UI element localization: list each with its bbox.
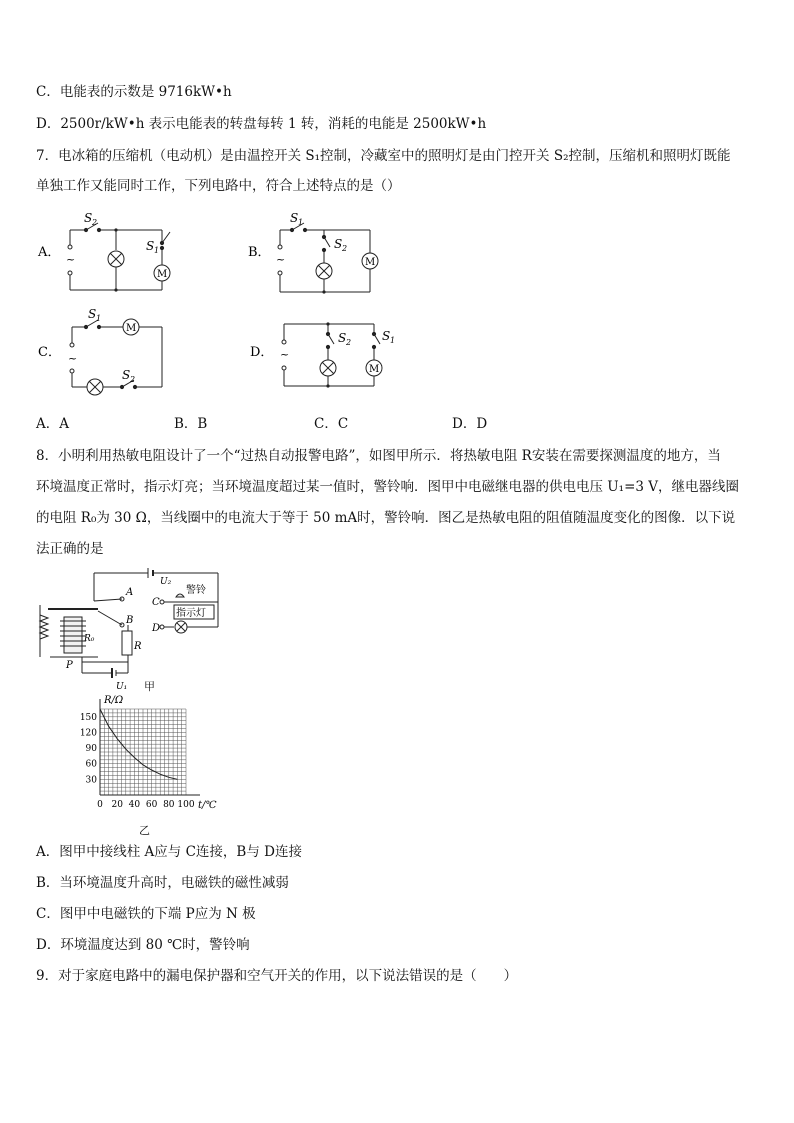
svg-text:U₂: U₂ bbox=[160, 577, 172, 587]
q8-option-a[interactable]: A．图甲中接线柱 A应与 C连接，B与 D连接 bbox=[36, 844, 302, 860]
svg-text:2: 2 bbox=[92, 218, 98, 227]
circuit-b-label: B． bbox=[248, 245, 271, 260]
figure-jia-relay-circuit bbox=[36, 565, 236, 695]
q8-stem-line2: 环境温度正常时，指示灯亮；当环境温度超过某一值时，警铃响．图甲中电磁继电器的供电电压 U₁=3 V，继电器线圈 bbox=[36, 479, 740, 495]
q8-stem-line3: 的电阻 R₀为 30 Ω，当线圈中的电流大于等于 50 mA时，警铃响．图乙是热敏电阻的阻值随温度变化的图像．以下说 bbox=[36, 510, 736, 526]
circuit-d bbox=[246, 312, 396, 398]
q8-option-d[interactable]: D．环境温度达到 80 ℃时，警铃响 bbox=[36, 937, 250, 953]
svg-text:S: S bbox=[338, 331, 347, 345]
q7-stem-line2: 单独工作又能同时工作，下列电路中，符合上述特点的是（） bbox=[36, 178, 401, 194]
y-tick-label: 60 bbox=[85, 759, 97, 770]
motor-icon: M bbox=[126, 323, 137, 334]
x-tick-label: 60 bbox=[145, 800, 158, 810]
q7-answer-choices bbox=[36, 415, 736, 433]
q8-option-b[interactable]: B．当环境温度升高时，电磁铁的磁性减弱 bbox=[36, 875, 289, 891]
y-tick-label: 150 bbox=[79, 712, 97, 723]
svg-text:S: S bbox=[382, 329, 391, 343]
chart-ylabel: R/Ω bbox=[104, 695, 124, 706]
q7-choice-a[interactable]: A．A bbox=[36, 416, 69, 432]
circuit-d-label: D． bbox=[250, 345, 274, 360]
q7-choice-b[interactable]: B．B bbox=[174, 416, 208, 432]
svg-text:B: B bbox=[126, 615, 134, 626]
x-tick-label: 20 bbox=[111, 800, 123, 810]
q6-option-c: C．电能表的示数是 9716kW•h bbox=[36, 84, 232, 100]
y-tick-label: 90 bbox=[85, 744, 97, 755]
q7-choice-d[interactable]: D．D bbox=[452, 416, 488, 432]
svg-text:2: 2 bbox=[130, 375, 136, 384]
svg-text:A: A bbox=[126, 587, 134, 598]
bell-label: 警铃 bbox=[186, 585, 206, 596]
circuit-b bbox=[246, 210, 396, 300]
svg-text:S: S bbox=[146, 239, 155, 253]
figure-yi-caption: 乙 bbox=[139, 824, 150, 837]
svg-text:D: D bbox=[152, 623, 161, 634]
svg-text:S: S bbox=[290, 211, 299, 225]
svg-text:S: S bbox=[122, 368, 131, 382]
ac-source-icon: ~ bbox=[280, 348, 290, 361]
ac-source-icon: ~ bbox=[68, 352, 78, 365]
x-tick-label: 100 bbox=[177, 800, 195, 810]
svg-text:C: C bbox=[152, 597, 160, 608]
circuit-a bbox=[36, 210, 186, 300]
motor-icon: M bbox=[365, 257, 376, 268]
svg-text:1: 1 bbox=[298, 218, 304, 227]
y-tick-label: 120 bbox=[79, 728, 97, 739]
q6-option-d: D．2500r/kW•h 表示电能表的转盘每转 1 转，消耗的电能是 2500kW•h bbox=[36, 116, 487, 132]
svg-text:P: P bbox=[66, 660, 73, 671]
x-tick-label: 0 bbox=[97, 800, 103, 810]
svg-text:2: 2 bbox=[346, 338, 352, 347]
ac-source-icon: ~ bbox=[276, 253, 286, 266]
q9-stem: 9．对于家庭电路中的漏电保护器和空气开关的作用，以下说法错误的是（ ） bbox=[36, 968, 518, 984]
svg-text:2: 2 bbox=[342, 244, 348, 253]
y-tick-label: 30 bbox=[85, 775, 97, 786]
svg-text:1: 1 bbox=[96, 314, 102, 323]
circuit-c bbox=[36, 305, 186, 397]
lamp-label: 指示灯 bbox=[176, 608, 206, 619]
svg-text:R₀: R₀ bbox=[84, 634, 95, 644]
svg-text:S: S bbox=[88, 307, 97, 321]
q8-option-c[interactable]: C．图甲中电磁铁的下端 P应为 N 极 bbox=[36, 906, 256, 922]
q7-choice-c[interactable]: C．C bbox=[314, 416, 349, 432]
figure-jia-caption: 甲 bbox=[144, 680, 155, 693]
figure-yi-chart bbox=[70, 695, 240, 820]
ac-source-icon: ~ bbox=[66, 253, 76, 266]
q7-stem-line1: 7．电冰箱的压缩机（电动机）是由温控开关 S₁控制，冷藏室中的照明灯是由门控开关 S₂控制，压缩机和照明灯既能 bbox=[36, 148, 731, 164]
x-tick-label: 40 bbox=[128, 800, 141, 810]
svg-text:1: 1 bbox=[390, 336, 396, 345]
chart-xlabel: t/℃ bbox=[198, 800, 217, 811]
q8-stem-line1: 8．小明利用热敏电阻设计了一个“过热自动报警电路”，如图甲所示．将热敏电阻 R安装在需要探测温度的地方，当 bbox=[36, 448, 721, 464]
svg-text:U₁: U₁ bbox=[116, 682, 128, 692]
svg-text:S: S bbox=[334, 237, 343, 251]
svg-text:R: R bbox=[134, 641, 142, 652]
circuit-c-label: C． bbox=[38, 345, 61, 360]
x-tick-label: 80 bbox=[163, 800, 175, 810]
circuit-a-label: A． bbox=[38, 245, 61, 260]
motor-icon: M bbox=[157, 269, 168, 280]
q8-stem-line4: 法正确的是 bbox=[36, 541, 104, 557]
svg-text:S: S bbox=[84, 211, 93, 225]
motor-icon: M bbox=[369, 364, 380, 375]
svg-text:1: 1 bbox=[154, 246, 160, 255]
